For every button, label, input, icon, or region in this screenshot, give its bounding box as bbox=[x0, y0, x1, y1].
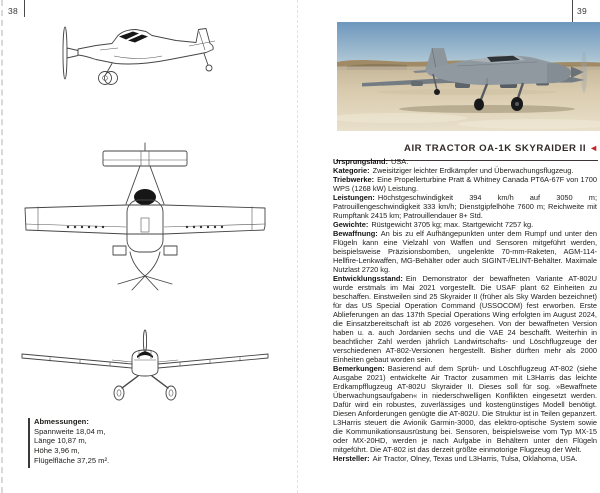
spec-paragraph-hersteller bbox=[333, 454, 597, 463]
spec-text: Höchstgeschwindigkeit 394 km/h auf 3050 m; Patrouillengeschwindigkeit 333 km/h; Dienstgipfelhöhe 7600 m; Reichweite mit Rumpftank 2415 km; Patrouillendauer 8+ Std. bbox=[333, 193, 597, 220]
dimension-line: Flügelfläche 37,25 m². bbox=[34, 455, 110, 465]
right-page-header-rule bbox=[572, 0, 573, 22]
dimensions-rule bbox=[28, 418, 30, 468]
spec-paragraph-bemerkungen bbox=[333, 364, 597, 454]
spec-paragraph-gewichte bbox=[333, 220, 597, 229]
right-page-number: 39 bbox=[577, 6, 588, 16]
top-view-drawing bbox=[25, 143, 265, 290]
spec-label: Hersteller: bbox=[333, 454, 370, 463]
aircraft-photo-svg bbox=[337, 22, 600, 131]
article-title: AIR TRACTOR OA-1K SKYRAIDER II bbox=[403, 143, 587, 154]
spec-text: Air Tractor, Olney, Texas und L3Harris, Tulsa, Oklahoma, USA. bbox=[372, 454, 578, 463]
front-view-drawing bbox=[22, 330, 268, 400]
spec-paragraph-leistungen bbox=[333, 193, 597, 220]
spec-text: USA. bbox=[391, 157, 409, 166]
spec-text: Zweisitziger leichter Erdkämpfer und Überwachungsflugzeug. bbox=[372, 166, 574, 175]
spec-paragraph-entwicklungsstand bbox=[333, 274, 597, 364]
spec-label: Bemerkungen: bbox=[333, 364, 385, 373]
spec-text: Basierend auf dem Sprüh- und Löschflugzeug AT-802 (siehe Ausgabe 2021) entwickelte Air Tractor zusammen mit L3Harris das leichte Erdkampfflugzeug AT-802U Skyraider II. Dieses soll für sog. »Bewaffnete Überwachungsaufgaben« in niederschwelligen Konflikten eingesetzt werden. Dafür wird ein robustes, zuverlässiges und kostengünstiges Modell benötigt. Diesen Anforderungen genügte die AT-802U. Die Struktur ist in Teilen gepanzert. L3Harris steuert die Avionik Garmin-3000, das elektro-optische System sowie die Kommunikationsausrüstung bei. Sensoren, beispielsweise vom Typ MX-15 oder MX-20HD, werden je nach Aufgabe in Behältern unter den Flügeln mitgeführt. Die AT-802 ist das derzeit größte einmotorige Flugzeug der Welt. bbox=[333, 364, 597, 454]
title-arrow-icon: ◄ bbox=[589, 143, 598, 153]
spec-label: Triebwerke: bbox=[333, 175, 375, 184]
dimension-line: Länge 10,87 m, bbox=[34, 436, 87, 446]
spec-text-block bbox=[333, 157, 597, 463]
aircraft-photo bbox=[337, 22, 600, 131]
spec-label: Kategorie: bbox=[333, 166, 370, 175]
three-view-svg bbox=[0, 8, 300, 413]
left-page-number: 38 bbox=[8, 6, 19, 16]
spec-label: Ursprungsland: bbox=[333, 157, 389, 166]
spec-paragraph-bewaffnung bbox=[333, 229, 597, 274]
spec-label: Entwicklungsstand: bbox=[333, 274, 403, 283]
dimension-line: Höhe 3,96 m, bbox=[34, 446, 80, 456]
spec-text: An bis zu elf Aufhängepunkten unter dem Rumpf und unter den Flügeln kann eine Vielzahl von Waffen und Sensoren mitgeführt werden, beispielsweise Präzisionsbomben, ungelenkte 70-mm-Raketen, AGM-114-Hellfire-Lenkwaffen, MG-Behälter oder auch SIGINT-/ELINT-Behälter. Maximale Nutzlast 2720 kg. bbox=[333, 229, 597, 274]
spec-label: Gewichte: bbox=[333, 220, 369, 229]
dimensions-heading: Abmessungen: bbox=[34, 417, 89, 426]
side-view-drawing bbox=[63, 27, 215, 85]
spec-text: Ein Demonstrator der bewaffneten Variante AT-802U wurde erstmals im Mai 2021 vorgestellt. Die USAF plant 62 Einheiten zu beschaffen. Einstweilen sind 25 Skyraider II (früher als Sky Warden bezeichnet) für das US Special Operation Command (USSOCOM) fest erworben. Erste Ablieferungen an das 137th Special Operations Wing erfolgten im August 2024, die Einsatzbereitschaft ist ab 2026 vorgesehen. Von der bewaffneten Version haben u. a. auch Jordanien sechs und die VAE 24 beschafft. Weiterhin in beachtlicher Zahl werden jährlich Landwirtschafts- und Löschflugzeuge der verschiedenen AT-802-Versionen hergestellt. Bisher dürften mehr als 2000 Einheiten gebaut worden sein. bbox=[333, 274, 597, 364]
aircraft-three-view-drawing bbox=[0, 8, 300, 413]
spec-paragraph-ursprungsland bbox=[333, 157, 597, 166]
spec-label: Bewaffnung: bbox=[333, 229, 378, 238]
spec-label: Leistungen: bbox=[333, 193, 375, 202]
dimension-line: Spannweite 18,04 m, bbox=[34, 426, 106, 436]
spec-paragraph-kategorie bbox=[333, 166, 597, 175]
spec-text: Eine Propellerturbine Pratt & Whitney Canada PT6A-67F von 1700 WPS (1268 kW) Leistung. bbox=[333, 175, 597, 193]
dimensions-block bbox=[34, 417, 154, 466]
spec-paragraph-triebwerke bbox=[333, 175, 597, 193]
spec-text: Rüstgewicht 3705 kg; max. Startgewicht 7257 kg. bbox=[371, 220, 534, 229]
